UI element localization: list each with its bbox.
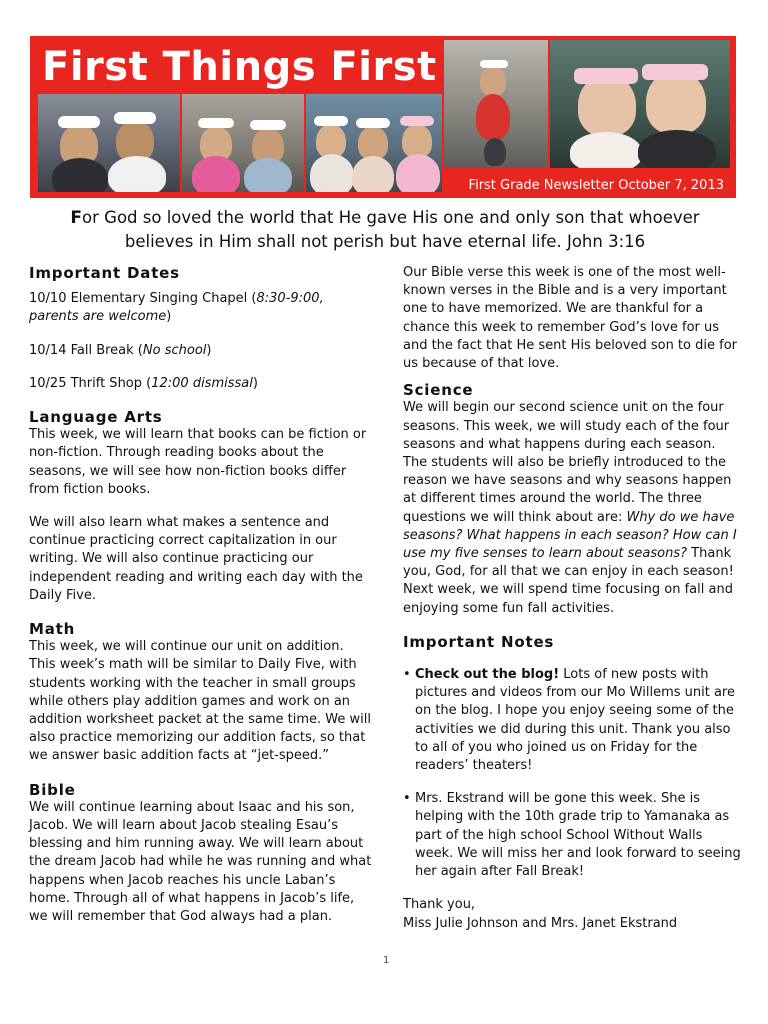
science-text-end: Thank you, God, for all that we can enjoy in each season! Next week, we will spend time focusing on fall and enjoying some fun fall activities. <box>403 546 734 616</box>
bible-heading: Bible <box>29 780 76 799</box>
date-item-end: ) <box>206 342 212 358</box>
list-item <box>403 666 743 775</box>
date-item-end: ) <box>252 375 258 391</box>
list-item <box>403 790 743 881</box>
bullet-icon: • <box>403 791 411 807</box>
page-number: 1 <box>383 955 390 966</box>
date-item-text: 10/10 Elementary Singing Chapel ( <box>29 291 257 307</box>
math-paragraph: This week, we will continue our unit on addition. This week’s math will be similar to Daily Five, with students working with the teacher in small groups while others play addition games and work on an addition worksheet packet at the same time. We will also practice memorizing our addition facts, so that we answer basic addition facts at “jet-speed.” <box>29 639 371 764</box>
classroom-photo-4 <box>444 40 548 168</box>
date-item-detail: No school <box>142 342 207 358</box>
classroom-photo-3 <box>306 94 442 192</box>
date-item <box>29 375 374 393</box>
scripture-verse <box>40 206 730 254</box>
notes-list <box>403 666 743 881</box>
signoff-names: Miss Julie Johnson and Mrs. Janet Ekstrand <box>403 915 678 931</box>
important-dates-heading: Important Dates <box>29 264 180 282</box>
bullet-icon: • <box>403 667 411 683</box>
math-heading: Math <box>29 620 76 639</box>
classroom-photo-5 <box>550 40 730 168</box>
science-paragraph <box>403 399 743 617</box>
language-arts-paragraph-2: We will also learn what makes a sentence and continue practicing correct capitalization in our writing. We will also continue practicing our independent reading and writing each day with the Daily Five. <box>29 515 363 603</box>
date-item <box>29 290 374 326</box>
blog-callout: Check out the blog! <box>415 667 560 683</box>
left-column <box>29 264 374 926</box>
bible-paragraph: We will continue learning about Isaac and his son, Jacob. We will learn about Jacob stealing Esau’s blessing and him running away. We will learn about the dream Jacob had while he was running and what happens when Jacob reaches his uncle Laban’s home. Through all of what happens in Jacob’s life, we will remember that God always had a plan. <box>29 799 372 925</box>
newsletter-banner <box>30 36 736 198</box>
newsletter-title: First Things First <box>42 44 437 90</box>
verse-text: or God so loved the world that He gave His one and only son that whoever believes in Him shall not perish but have eternal life. John 3:16 <box>82 208 700 251</box>
date-item-text: 10/25 Thrift Shop ( <box>29 375 152 391</box>
language-arts-paragraph-1: This week, we will learn that books can be fiction or non-fiction. Through reading books about the seasons, we will see how non-fiction books differ from fiction books. <box>29 427 367 497</box>
date-item-detail: 8:30-9:00, parents are welcome <box>29 291 324 325</box>
bible-verse-note: Our Bible verse this week is one of the most well-known verses in the Bible and is a very important one to have memorized. We are thankful for a chance this week to remember God’s love for us and the fact that He sent His beloved son to die for us because of that love. <box>403 265 737 372</box>
newsletter-caption: First Grade Newsletter October 7, 2013 <box>468 178 724 193</box>
note-text: Lots of new posts with pictures and videos from our Mo Willems unit are on the blog. I hope you enjoy seeing some of the activities we did during this unit. Thank you also to all of you who joined us on Friday for the readers’ theaters! <box>415 667 735 774</box>
signoff-thanks: Thank you, <box>403 897 476 913</box>
classroom-photo-1 <box>38 94 180 192</box>
science-questions: Why do we have seasons? What happens in each season? How can I use my five senses to learn about seasons? <box>403 509 737 562</box>
science-text: We will begin our second science unit on the four seasons. This week, we will study each of the four seasons and what happens during each season. The students will also be briefly introduced to the reason we have seasons and why seasons happen at different times around the world. The three questions we will think about are: <box>403 400 732 525</box>
language-arts-heading: Language Arts <box>29 408 163 427</box>
right-column <box>403 264 743 933</box>
important-notes-heading: Important Notes <box>403 632 555 651</box>
note-text: Mrs. Ekstrand will be gone this week. She is helping with the 10th grade trip to Yamanaka as part of the high school School Without Walls week. We will miss her and look forward to seeing her again after Fall Break! <box>415 791 741 880</box>
classroom-photo-2 <box>182 94 304 192</box>
date-item-detail: 12:00 dismissal <box>151 375 253 391</box>
verse-initial: F <box>70 208 83 228</box>
science-heading: Science <box>403 381 474 400</box>
date-item <box>29 342 374 360</box>
date-item-text: 10/14 Fall Break ( <box>29 342 143 358</box>
date-item-end: ) <box>166 309 172 325</box>
